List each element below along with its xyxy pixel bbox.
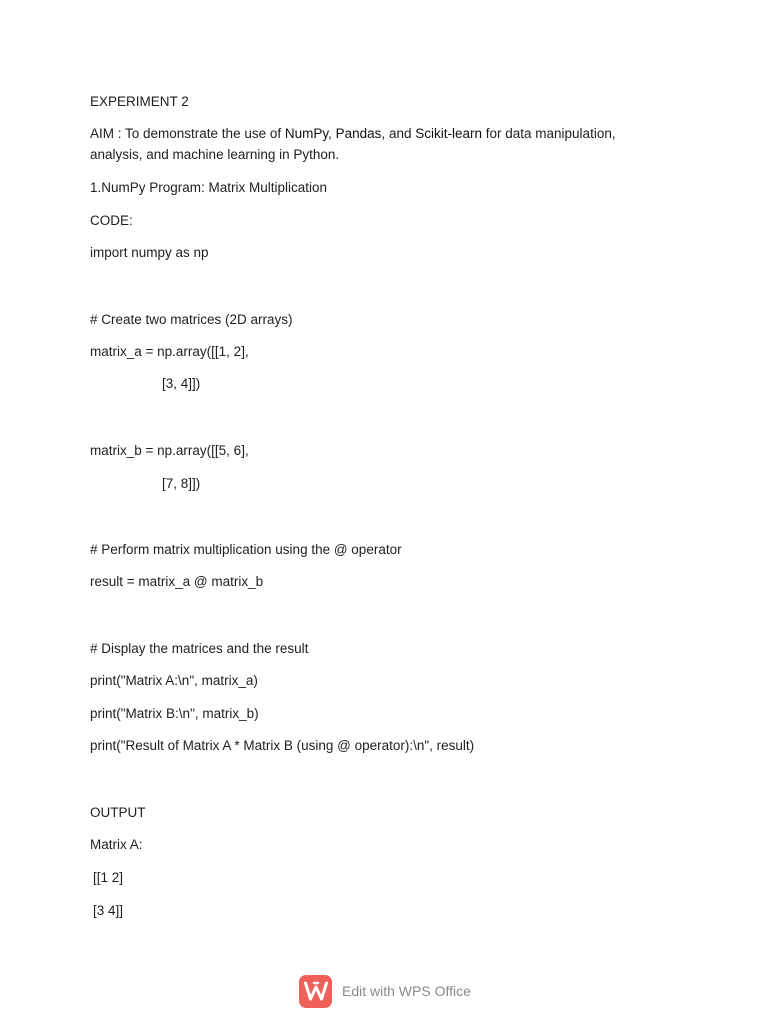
code-comment-display: # Display the matrices and the result — [90, 641, 309, 656]
aim-sep1: , — [328, 126, 336, 141]
aim-paragraph — [90, 123, 670, 165]
output-matrix-a-label: Matrix A: — [90, 837, 143, 852]
wps-edit-text[interactable]: Edit with WPS Office — [342, 983, 471, 999]
wps-logo-icon — [299, 975, 332, 1008]
wps-w-glyph-icon — [304, 981, 328, 1001]
code-result-line: result = matrix_a @ matrix_b — [90, 574, 264, 589]
section-title: 1.NumPy Program: Matrix Multiplication — [90, 180, 328, 195]
code-import: import numpy as np — [90, 245, 209, 260]
experiment-heading: EXPERIMENT 2 — [90, 94, 189, 109]
code-print-result: print("Result of Matrix A * Matrix B (using @ operator):\n", result) — [90, 738, 475, 753]
code-print-a: print("Matrix A:\n", matrix_a) — [90, 673, 258, 688]
code-comment-multiply: # Perform matrix multiplication using the @ operator — [90, 542, 402, 557]
aim-lib-pandas: Pandas — [335, 126, 382, 141]
code-matrix-a-line1: matrix_a = np.array([[1, 2], — [90, 344, 249, 359]
code-label: CODE: — [90, 213, 133, 228]
code-matrix-b-line1: matrix_b = np.array([[5, 6], — [90, 443, 249, 458]
output-row1: [[1 2] — [93, 870, 124, 885]
aim-lib-numpy: NumPy — [284, 126, 329, 141]
output-label: OUTPUT — [90, 805, 146, 820]
code-comment-create: # Create two matrices (2D arrays) — [90, 312, 293, 327]
aim-sep2: , and — [381, 126, 416, 141]
code-print-b: print("Matrix B:\n", matrix_b) — [90, 706, 259, 721]
code-matrix-b-line2: [7, 8]]) — [162, 476, 201, 491]
wps-edit-banner[interactable] — [299, 974, 471, 1008]
aim-lib-sklearn: Scikit-learn — [415, 126, 482, 141]
code-matrix-a-line2: [3, 4]]) — [162, 376, 201, 391]
output-row2: [3 4]] — [93, 903, 124, 918]
aim-prefix: AIM : To demonstrate the use of — [90, 126, 285, 141]
aim-suffix: for data manipulation, analysis, and machine learning in Python. — [90, 126, 616, 162]
